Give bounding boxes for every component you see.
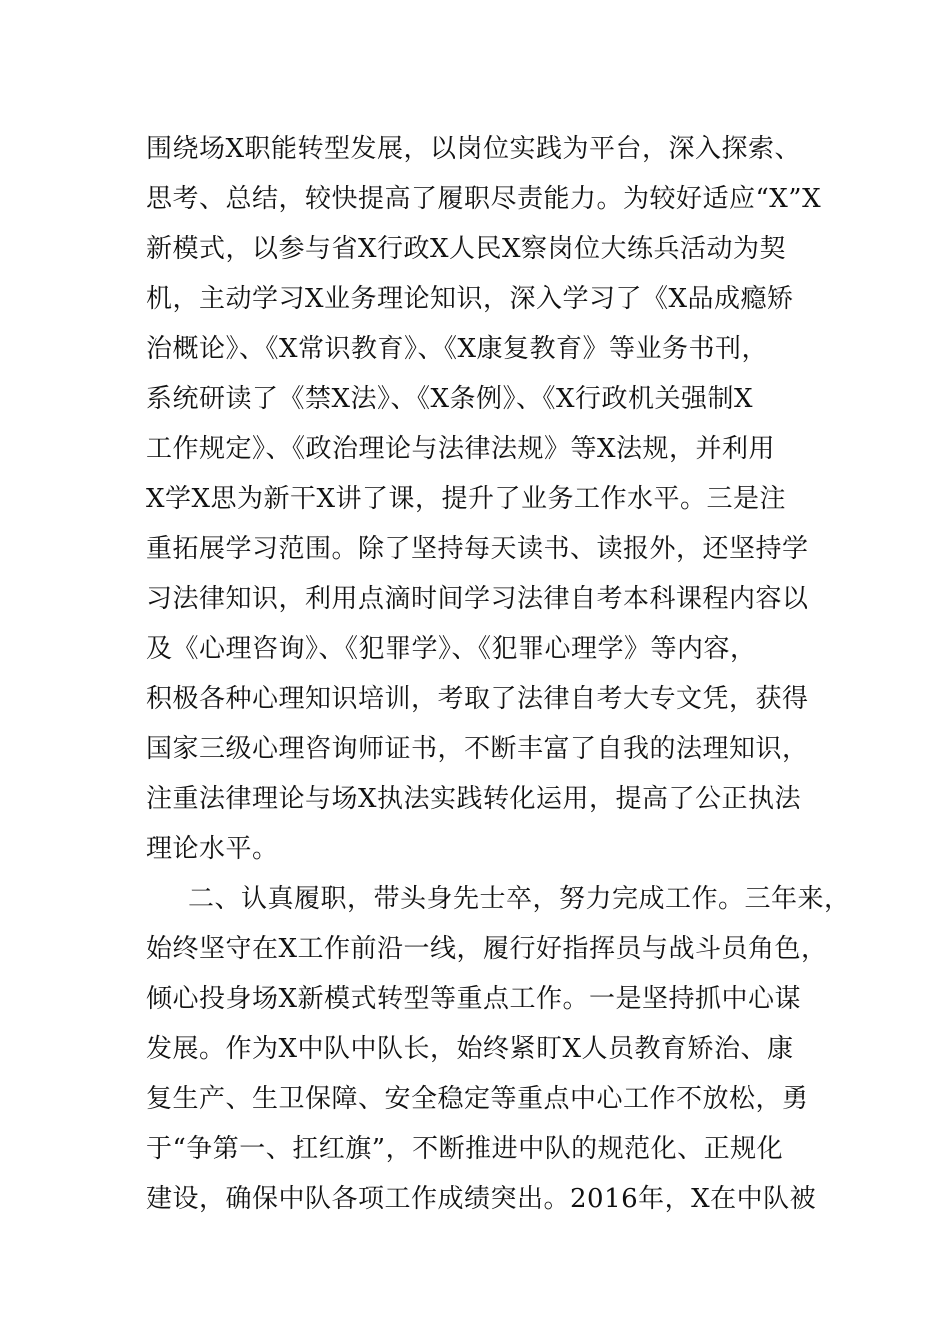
text-line: 机，主动学习X业务理论知识，深入学习了《X品成瘾矫 [146, 284, 794, 314]
text-line: 注重法律理论与场X执法实践转化运用，提高了公正执法 [146, 784, 802, 814]
text-line: 思考、总结，较快提高了履职尽责能力。为较好适应“X”X [146, 184, 822, 214]
text-line: 治概论》、《X常识教育》、《X康复教育》等业务书刊， [146, 334, 769, 364]
text-line: 系统研读了《禁X法》、《X条例》、《X行政机关强制X [146, 384, 754, 414]
body-text [146, 124, 851, 1224]
text-line: 国家三级心理咨询师证书，不断丰富了自我的法理知识， [146, 734, 809, 764]
text-line: 及《心理咨询》、《犯罪学》、《犯罪心理学》等内容， [146, 634, 757, 664]
text-line: X学X思为新干X讲了课，提升了业务工作水平。三是注 [146, 484, 787, 514]
text-line: 重拓展学习范围。除了坚持每天读书、读报外，还坚持学 [146, 534, 809, 564]
paragraph-start-line: 二、认真履职，带头身先士卒，努力完成工作。三年来， [188, 884, 851, 914]
text-line: 建设，确保中队各项工作成绩突出。2016年，X在中队被 [146, 1184, 817, 1214]
text-line: 新模式，以参与省X行政X人民X察岗位大练兵活动为契 [146, 234, 787, 264]
text-line: 始终坚守在X工作前沿一线，履行好指挥员与战斗员角色， [146, 934, 828, 964]
text-line: 倾心投身场X新模式转型等重点工作。一是坚持抓中心谋 [146, 984, 802, 1014]
text-line: 围绕场X职能转型发展，以岗位实践为平台，深入探索、 [146, 134, 802, 164]
text-line: 习法律知识，利用点滴时间学习法律自考本科课程内容以 [146, 584, 809, 614]
text-line: 积极各种心理知识培训，考取了法律自考大专文凭，获得 [146, 684, 809, 714]
text-line: 工作规定》、《政治理论与法律法规》等X法规，并利用 [146, 434, 776, 464]
text-line: 复生产、生卫保障、安全稳定等重点中心工作不放松，勇 [146, 1084, 809, 1114]
text-line: 发展。作为X中队中队长，始终紧盯X人员教育矫治、康 [146, 1034, 794, 1064]
text-line: 于“争第一、扛红旗”，不断推进中队的规范化、正规化 [146, 1134, 784, 1164]
text-line: 理论水平。 [146, 834, 279, 864]
